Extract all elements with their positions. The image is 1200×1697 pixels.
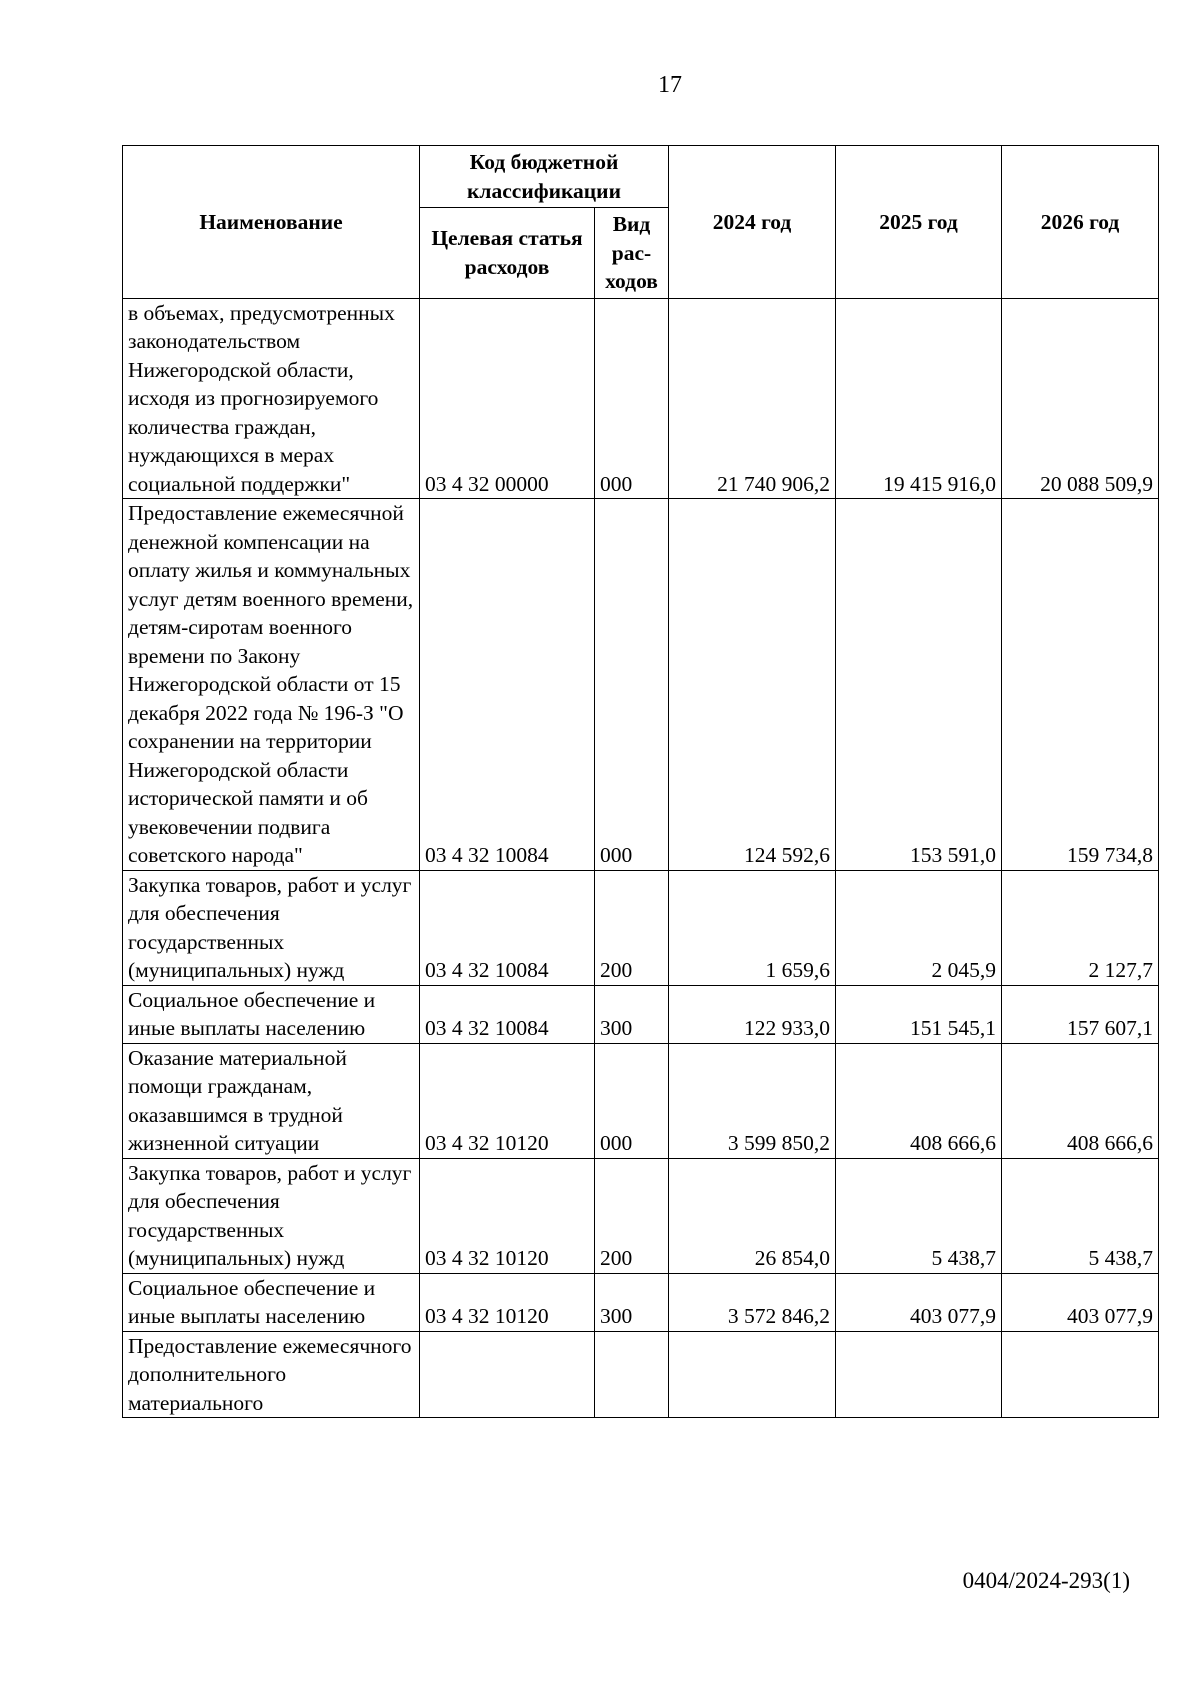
row-value-2026: 5 438,7 bbox=[1002, 1158, 1159, 1273]
row-value-2024: 3 572 846,2 bbox=[669, 1273, 836, 1331]
row-value-2024: 122 933,0 bbox=[669, 985, 836, 1043]
row-value-2025: 153 591,0 bbox=[836, 499, 1002, 871]
row-name: Социальное обеспечение и иные выплаты населению bbox=[123, 1273, 420, 1331]
row-name: Оказание материальной помощи гражданам, оказавшимся в трудной жизненной ситуации bbox=[123, 1043, 420, 1158]
row-value-2025: 408 666,6 bbox=[836, 1043, 1002, 1158]
row-value-2026: 159 734,8 bbox=[1002, 499, 1159, 871]
row-value-2025: 5 438,7 bbox=[836, 1158, 1002, 1273]
header-name: Наименование bbox=[123, 146, 420, 299]
table-row bbox=[123, 985, 1159, 1043]
page-number: 17 bbox=[658, 72, 682, 98]
row-value-2025: 19 415 916,0 bbox=[836, 298, 1002, 499]
row-expense-type: 200 bbox=[595, 870, 669, 985]
header-2024: 2024 год bbox=[669, 146, 836, 299]
row-name: Предоставление ежемесячного дополнительного материального bbox=[123, 1331, 420, 1418]
row-expense-type: 200 bbox=[595, 1158, 669, 1273]
header-expense-type: Вид рас-ходов bbox=[595, 208, 669, 299]
row-value-2026: 157 607,1 bbox=[1002, 985, 1159, 1043]
table-row bbox=[123, 1273, 1159, 1331]
budget-table bbox=[122, 145, 1159, 1418]
row-value-2026 bbox=[1002, 1331, 1159, 1418]
row-value-2024: 124 592,6 bbox=[669, 499, 836, 871]
row-name: Социальное обеспечение и иные выплаты населению bbox=[123, 985, 420, 1043]
header-target-article: Целевая статья расходов bbox=[420, 208, 595, 299]
row-value-2024 bbox=[669, 1331, 836, 1418]
row-value-2024: 1 659,6 bbox=[669, 870, 836, 985]
row-name: Закупка товаров, работ и услуг для обеспечения государственных (муниципальных) нужд bbox=[123, 1158, 420, 1273]
row-name: в объемах, предусмотренных законодательством Нижегородской области, исходя из прогнозируемого количества граждан, нуждающихся в мерах социальной поддержки" bbox=[123, 298, 420, 499]
row-target-article: 03 4 32 10084 bbox=[420, 499, 595, 871]
table-row bbox=[123, 870, 1159, 985]
row-target-article: 03 4 32 10084 bbox=[420, 870, 595, 985]
row-expense-type: 300 bbox=[595, 1273, 669, 1331]
row-value-2025: 403 077,9 bbox=[836, 1273, 1002, 1331]
row-target-article: 03 4 32 10084 bbox=[420, 985, 595, 1043]
row-target-article: 03 4 32 00000 bbox=[420, 298, 595, 499]
row-value-2026: 20 088 509,9 bbox=[1002, 298, 1159, 499]
header-2025: 2025 год bbox=[836, 146, 1002, 299]
row-target-article: 03 4 32 10120 bbox=[420, 1158, 595, 1273]
table-header-row bbox=[123, 146, 1159, 208]
row-name: Закупка товаров, работ и услуг для обеспечения государственных (муниципальных) нужд bbox=[123, 870, 420, 985]
row-value-2024: 21 740 906,2 bbox=[669, 298, 836, 499]
row-expense-type: 000 bbox=[595, 499, 669, 871]
row-value-2025: 151 545,1 bbox=[836, 985, 1002, 1043]
row-value-2025 bbox=[836, 1331, 1002, 1418]
row-name: Предоставление ежемесячной денежной компенсации на оплату жилья и коммунальных услуг детям военного времени, детям-сиротам военного времени по Закону Нижегородской области от 15 декабря 2022 года № 196-З "О сохранении на территории Нижегородской области исторической памяти и об увековечении подвига советского народа" bbox=[123, 499, 420, 871]
row-value-2024: 26 854,0 bbox=[669, 1158, 836, 1273]
header-code-group: Код бюджетной классификации bbox=[420, 146, 669, 208]
row-expense-type bbox=[595, 1331, 669, 1418]
row-expense-type: 300 bbox=[595, 985, 669, 1043]
row-value-2025: 2 045,9 bbox=[836, 870, 1002, 985]
table-row bbox=[123, 298, 1159, 499]
row-value-2024: 3 599 850,2 bbox=[669, 1043, 836, 1158]
table-row bbox=[123, 1331, 1159, 1418]
row-target-article: 03 4 32 10120 bbox=[420, 1273, 595, 1331]
row-expense-type: 000 bbox=[595, 298, 669, 499]
header-2026: 2026 год bbox=[1002, 146, 1159, 299]
table-row bbox=[123, 1158, 1159, 1273]
row-target-article bbox=[420, 1331, 595, 1418]
table-row bbox=[123, 1043, 1159, 1158]
row-target-article: 03 4 32 10120 bbox=[420, 1043, 595, 1158]
row-expense-type: 000 bbox=[595, 1043, 669, 1158]
table-row bbox=[123, 499, 1159, 871]
document-code: 0404/2024-293(1) bbox=[962, 1568, 1130, 1593]
row-value-2026: 403 077,9 bbox=[1002, 1273, 1159, 1331]
row-value-2026: 408 666,6 bbox=[1002, 1043, 1159, 1158]
row-value-2026: 2 127,7 bbox=[1002, 870, 1159, 985]
